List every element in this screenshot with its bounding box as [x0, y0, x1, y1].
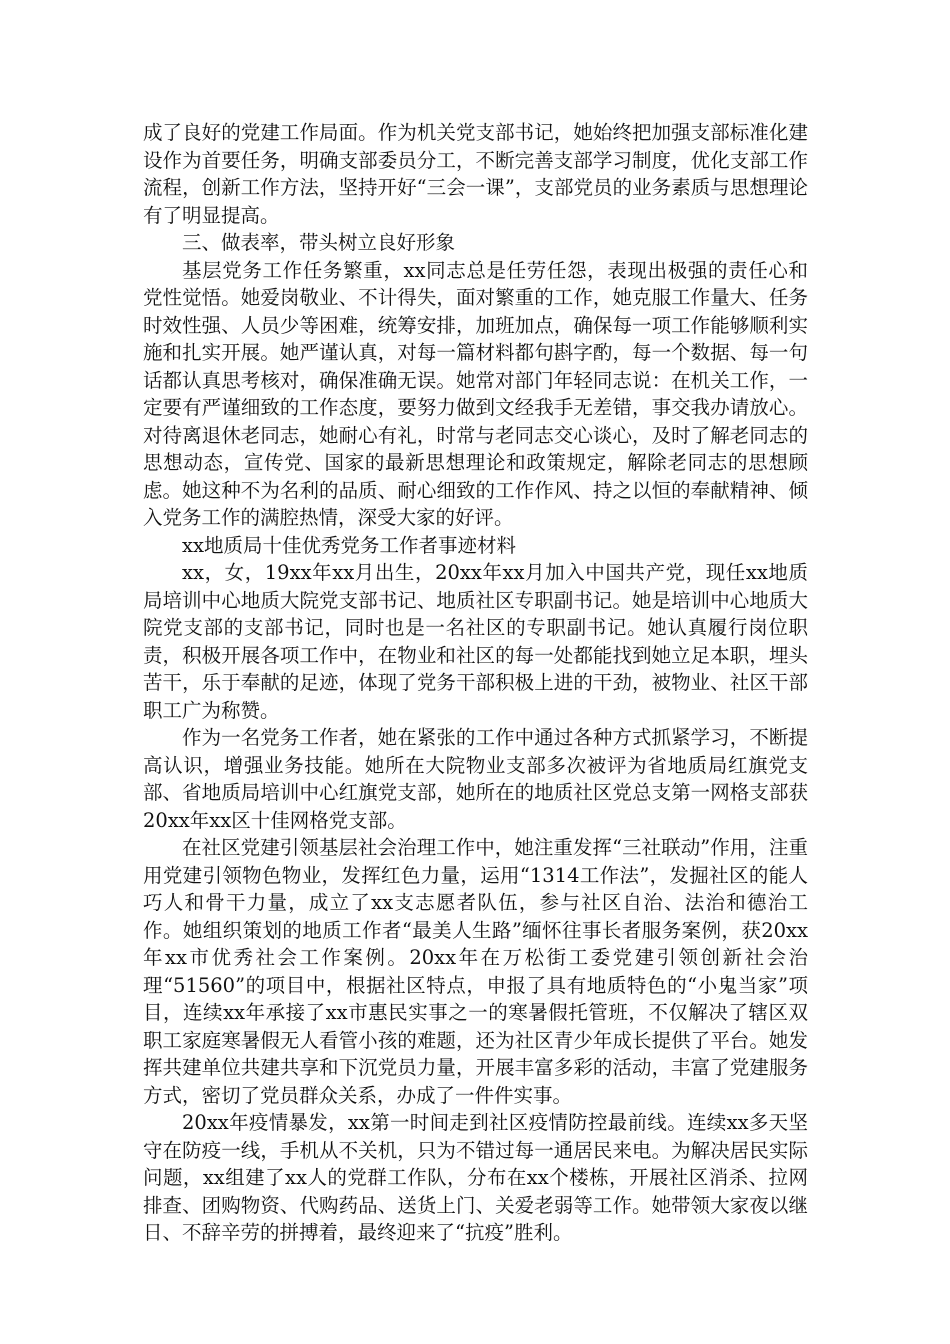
paragraph: xx，女，19xx年xx月出生，20xx年xx月加入中国共产党，现任xx地质局培训中心地质大院党支部书记、地质社区专职副书记。她是培训中心地质大院党支部的支部书记，同时也是一名社区的专职副书记。她认真履行岗位职责，积极开展各项工作中，在物业和社区的每一处都能找到她立足本职，埋头苦干，乐于奉献的足迹，体现了党务干部积极上进的干劲，被物业、社区干部职工广为称赞。 [143, 561, 808, 722]
document-body [143, 119, 808, 1247]
paragraph: 基层党务工作任务繁重，xx同志总是任劳任怨，表现出极强的责任心和党性觉悟。她爱岗敬业、不计得失，面对繁重的工作，她克服工作量大、任务时效性强、人员少等困难，统筹安排，加班加点，确保每一项工作能够顺利实施和扎实开展。她严谨认真，对每一篇材料都句斟字酌，每一个数据、每一句话都认真思考核对，确保准确无误。她常对部门年轻同志说：在机关工作，一定要有严谨细致的工作态度，要努力做到文经我手无差错，事交我办请放心。对待离退休老同志，她耐心有礼，时常与老同志交心谈心，及时了解老同志的思想动态，宣传党、国家的最新思想理论和政策规定，解除老同志的思想顾虑。她这种不为名利的品质、耐心细致的工作作风、持之以恒的奉献精神、倾入党务工作的满腔热情，深受大家的好评。 [143, 258, 808, 529]
paragraph: 在社区党建引领基层社会治理工作中，她注重发挥“三社联动”作用，注重用党建引领物色物业，发挥红色力量，运用“1314工作法”，发掘社区的能人巧人和骨干力量，成立了xx支志愿者队伍，参与社区自治、法治和德治工作。她组织策划的地质工作者“最美人生路”缅怀往事长者服务案例，获20xx年xx市优秀社会工作案例。20xx年在万松街工委党建引领创新社会治理“51560”的项目中，根据社区特点，申报了具有地质特色的“小鬼当家”项目，连续xx年承接了xx市惠民实事之一的寒暑假托管班，不仅解决了辖区双职工家庭寒暑假无人看管小孩的难题，还为社区青少年成长提供了平台。她发挥共建单位共建共享和下沉党员力量，开展丰富多彩的活动，丰富了党建服务方式，密切了党员群众关系，办成了一件件实事。 [143, 836, 808, 1107]
paragraph: 20xx年疫情暴发，xx第一时间走到社区疫情防控最前线。连续xx多天坚守在防疫一线，手机从不关机，只为不错过每一通居民来电。为解决居民实际问题，xx组建了xx人的党群工作队，分布在xx个楼栋，开展社区消杀、拉网排查、团购物资、代购药品、送货上门、关爱老弱等工作。她带领大家夜以继日、不辞辛劳的拼搏着，最终迎来了“抗疫”胜利。 [143, 1111, 808, 1244]
document-title: xx地质局十佳优秀党务工作者事迹材料 [182, 533, 516, 557]
paragraph-continuation: 成了良好的党建工作局面。作为机关党支部书记，她始终把加强支部标准化建设作为首要任务，明确支部委员分工，不断完善支部学习制度，优化支部工作流程，创新工作方法，坚持开好“三会一课”，支部党员的业务素质与思想理论有了明显提高。 [143, 121, 808, 227]
section-heading: 三、做表率，带头树立良好形象 [182, 231, 456, 254]
paragraph: 作为一名党务工作者，她在紧张的工作中通过各种方式抓紧学习，不断提高认识，增强业务技能。她所在大院物业支部多次被评为省地质局红旗党支部、省地质局培训中心红旗党支部，她所在的地质社区党总支第一网格支部获20xx年xx区十佳网格党支部。 [143, 726, 808, 832]
